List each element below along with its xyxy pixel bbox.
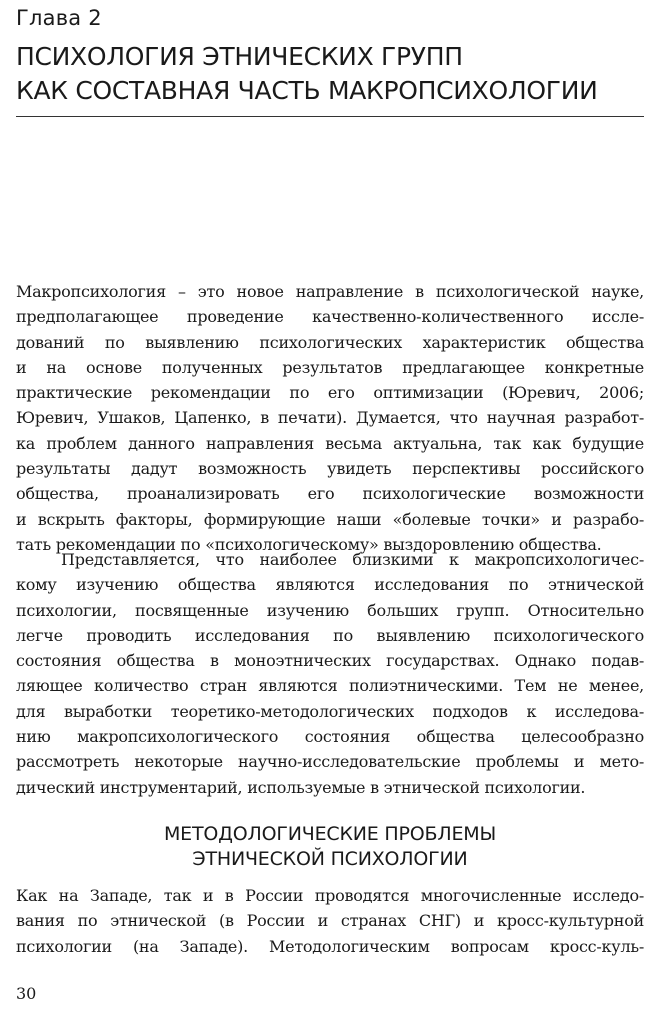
section-heading-line: ЭТНИЧЕСКОЙ ПСИХОЛОГИИ: [192, 848, 468, 870]
text-line: тать рекомендации по «психологическому» выздоровлению общества.: [16, 534, 602, 554]
text-line: Макропсихология – это новое направление в психологической науке,: [16, 282, 644, 301]
text-line: и вскрыть факторы, формирующие наши «болевые точки» и разрабо-: [16, 509, 644, 529]
paragraph: [16, 547, 644, 800]
text-line: результаты дадут возможность увидеть перспективы российского: [16, 459, 644, 479]
text-line: нию макропсихологического состояния общества целесообразно: [16, 727, 644, 747]
text-line: практические рекомендации по его оптимизации (Юревич, 2006;: [16, 383, 644, 403]
text-line: вания по этнической (в России и странах СНГ) и кросс-культурной: [16, 911, 644, 931]
text-line: ляющее количество стран являются полиэтническими. Тем не менее,: [16, 676, 644, 696]
text-line: дический инструментарий, используемые в этнической психологии.: [16, 777, 586, 797]
chapter-title-line: ПСИХОЛОГИЯ ЭТНИЧЕСКИХ ГРУПП: [16, 42, 463, 71]
text-line: психологии, посвященные изучению больших групп. Относительно: [16, 600, 644, 620]
text-line: дований по выявлению психологических характеристик общества: [16, 332, 644, 352]
chapter-label: Глава 2: [16, 6, 102, 30]
chapter-title: [16, 40, 646, 108]
paragraph: [16, 883, 644, 959]
text-line: и на основе полученных результатов предлагающее конкретные: [16, 357, 644, 377]
text-line: Как на Западе, так и в России проводятся многочисленные исследо-: [16, 886, 644, 905]
text-line: рассмотреть некоторые научно-исследовательские проблемы и мето-: [16, 752, 644, 772]
text-line: кому изучению общества являются исследования по этнической: [16, 575, 644, 595]
text-line: ка проблем данного направления весьма актуальна, так как будущие: [16, 433, 644, 453]
text-line: предполагающее проведение качественно-количественного иссле-: [16, 307, 644, 327]
section-heading: [16, 822, 644, 872]
text-line: состояния общества в моноэтнических государствах. Однако подав-: [16, 651, 644, 671]
text-line: Юревич, Ушаков, Цапенко, в печати). Думается, что научная разработ-: [16, 408, 644, 428]
text-line: для выработки теоретико-методологических подходов к исследова-: [16, 701, 644, 721]
text-line: легче проводить исследования по выявлению психологического: [16, 625, 644, 645]
text-line: психологии (на Западе). Методологическим вопросам кросс-куль-: [16, 936, 644, 956]
chapter-title-line: КАК СОСТАВНАЯ ЧАСТЬ МАКРОПСИХОЛОГИИ: [16, 76, 598, 105]
paragraph: [16, 279, 644, 557]
text-line: общества, проанализировать его психологические возможности: [16, 484, 644, 504]
text-line: Представляется, что наиболее близкими к макропсихологичес-: [61, 550, 644, 569]
section-heading-line: МЕТОДОЛОГИЧЕСКИЕ ПРОБЛЕМЫ: [163, 823, 497, 845]
page-number: 30: [16, 984, 37, 1003]
title-divider: [16, 116, 644, 117]
